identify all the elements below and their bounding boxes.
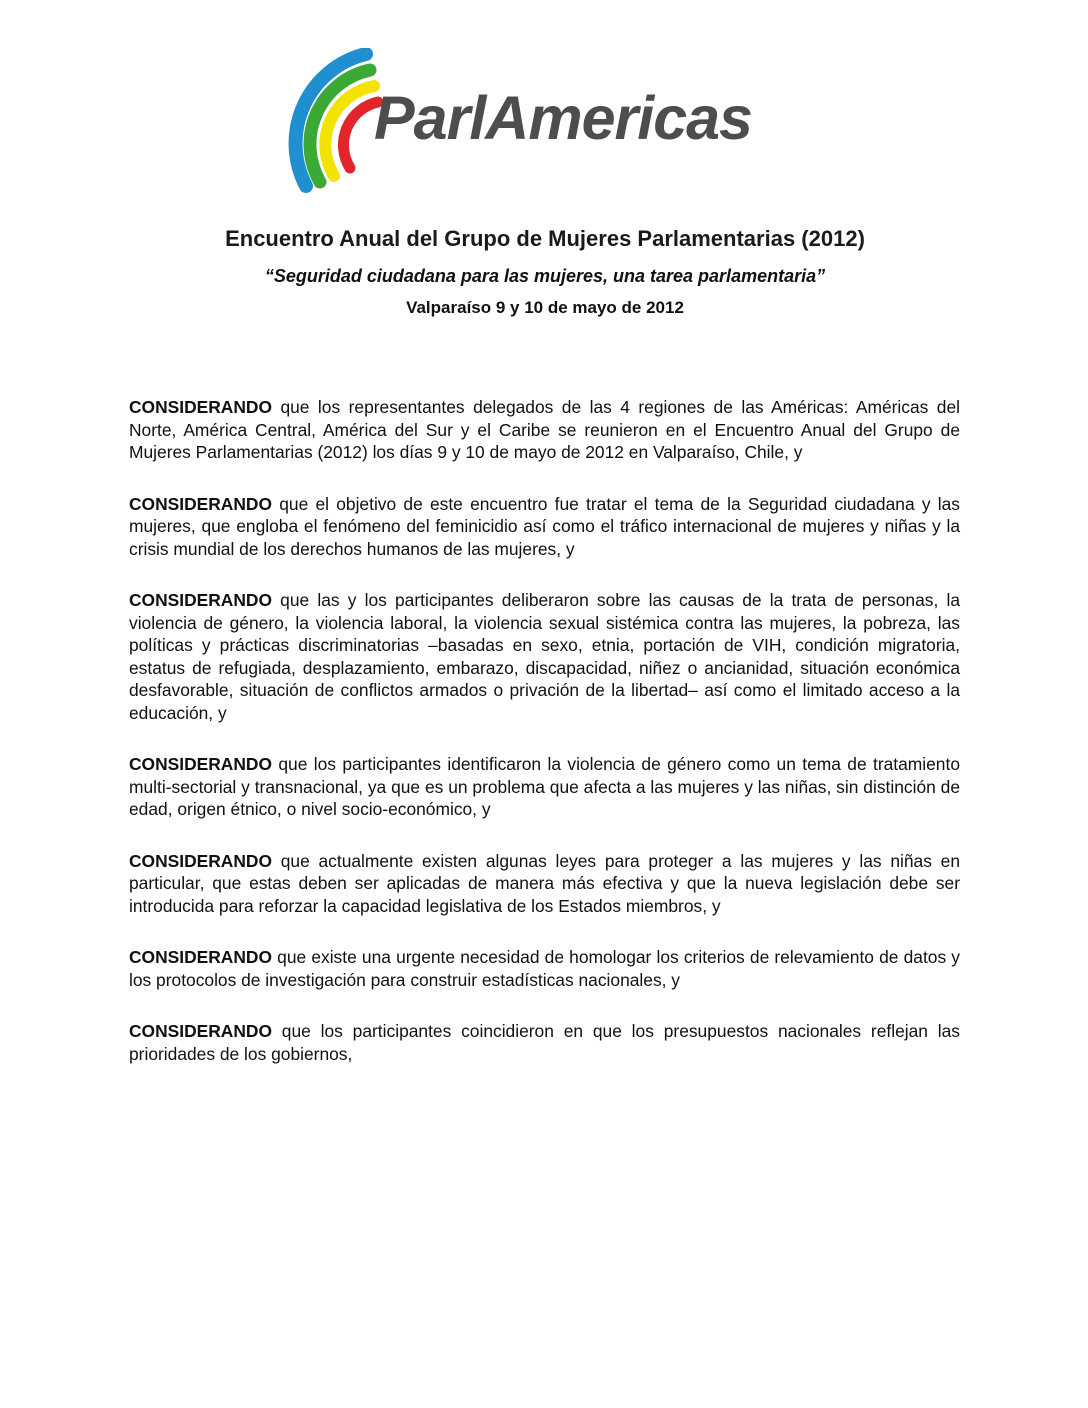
- paragraph-7: [129, 1020, 960, 1065]
- paragraph-2: [129, 493, 960, 561]
- paragraph-text: que existe una urgente necesidad de homologar los criterios de relevamiento de datos y los protocolos de investigación para construir estadísticas nacionales, y: [129, 947, 960, 990]
- paragraph-text: que las y los participantes deliberaron sobre las causas de la trata de personas, la violencia de género, la violencia laboral, la violencia sexual sistémica contra las mujeres, la pobreza, las políticas y prácticas discriminatorias –basadas en sexo, etnia, portación de VIH, condición migratoria, estatus de refugiada, desplazamiento, embarazo, discapacidad, niñez o ancianidad, situación económica desfavorable, situación de conflictos armados o privación de la libertad– así como el limitado acceso a la educación, y: [129, 590, 960, 723]
- paragraph-keyword: CONSIDERANDO: [129, 1021, 272, 1041]
- paragraph-3: [129, 589, 960, 724]
- paragraph-keyword: CONSIDERANDO: [129, 493, 272, 514]
- paragraph-keyword: CONSIDERANDO: [129, 590, 272, 610]
- document-body: [129, 396, 960, 1094]
- paragraph-text: que actualmente existen algunas leyes para proteger a las mujeres y las niñas en particular, que estas deben ser aplicadas de manera más efectiva y que la nueva legislación debe ser introducida para reforzar la capacidad legislativa de los Estados miembros, y: [129, 850, 960, 916]
- paragraph-keyword: CONSIDERANDO: [129, 850, 272, 871]
- parlamericas-logo: [258, 48, 838, 198]
- logo-arc-red: [343, 102, 378, 168]
- document-subtitle: “Seguridad ciudadana para las mujeres, una tarea parlamentaria”: [264, 266, 826, 286]
- paragraph-keyword: CONSIDERANDO: [129, 397, 272, 417]
- document-place-date: Valparaíso 9 y 10 de mayo de 2012: [406, 298, 684, 317]
- paragraph-1: [129, 396, 960, 464]
- document-title: Encuentro Anual del Grupo de Mujeres Parlamentarias (2012): [225, 226, 865, 251]
- paragraph-keyword: CONSIDERANDO: [129, 947, 272, 967]
- logo-wordmark: ParlAmericas: [374, 84, 752, 152]
- paragraph-text: que los participantes identificaron la violencia de género como un tema de tratamiento multi-sectorial y transnacional, ya que es un problema que afecta a las mujeres y las niñas, sin distinción de edad, origen étnico, o nivel socio-económico, y: [129, 754, 960, 819]
- paragraph-text: que los participantes coincidieron en que los presupuestos nacionales reflejan las prioridades de los gobiernos,: [129, 1021, 960, 1064]
- paragraph-6: [129, 946, 960, 991]
- paragraph-5: [129, 850, 960, 918]
- paragraph-text: que el objetivo de este encuentro fue tratar el tema de la Seguridad ciudadana y las mujeres, que engloba el fenómeno del feminicidio así como el tráfico internacional de mujeres y niñas y la crisis mundial de los derechos humanos de las mujeres, y: [129, 493, 960, 559]
- paragraph-text: que los representantes delegados de las 4 regiones de las Américas: Américas del Norte, América Central, América del Sur y el Caribe se reunieron en el Encuentro Anual del Grupo de Mujeres Parlamentarias (2012) los días 9 y 10 de mayo de 2012 en Valparaíso, Chile, y: [129, 397, 960, 462]
- paragraph-keyword: CONSIDERANDO: [129, 754, 272, 774]
- paragraph-4: [129, 753, 960, 821]
